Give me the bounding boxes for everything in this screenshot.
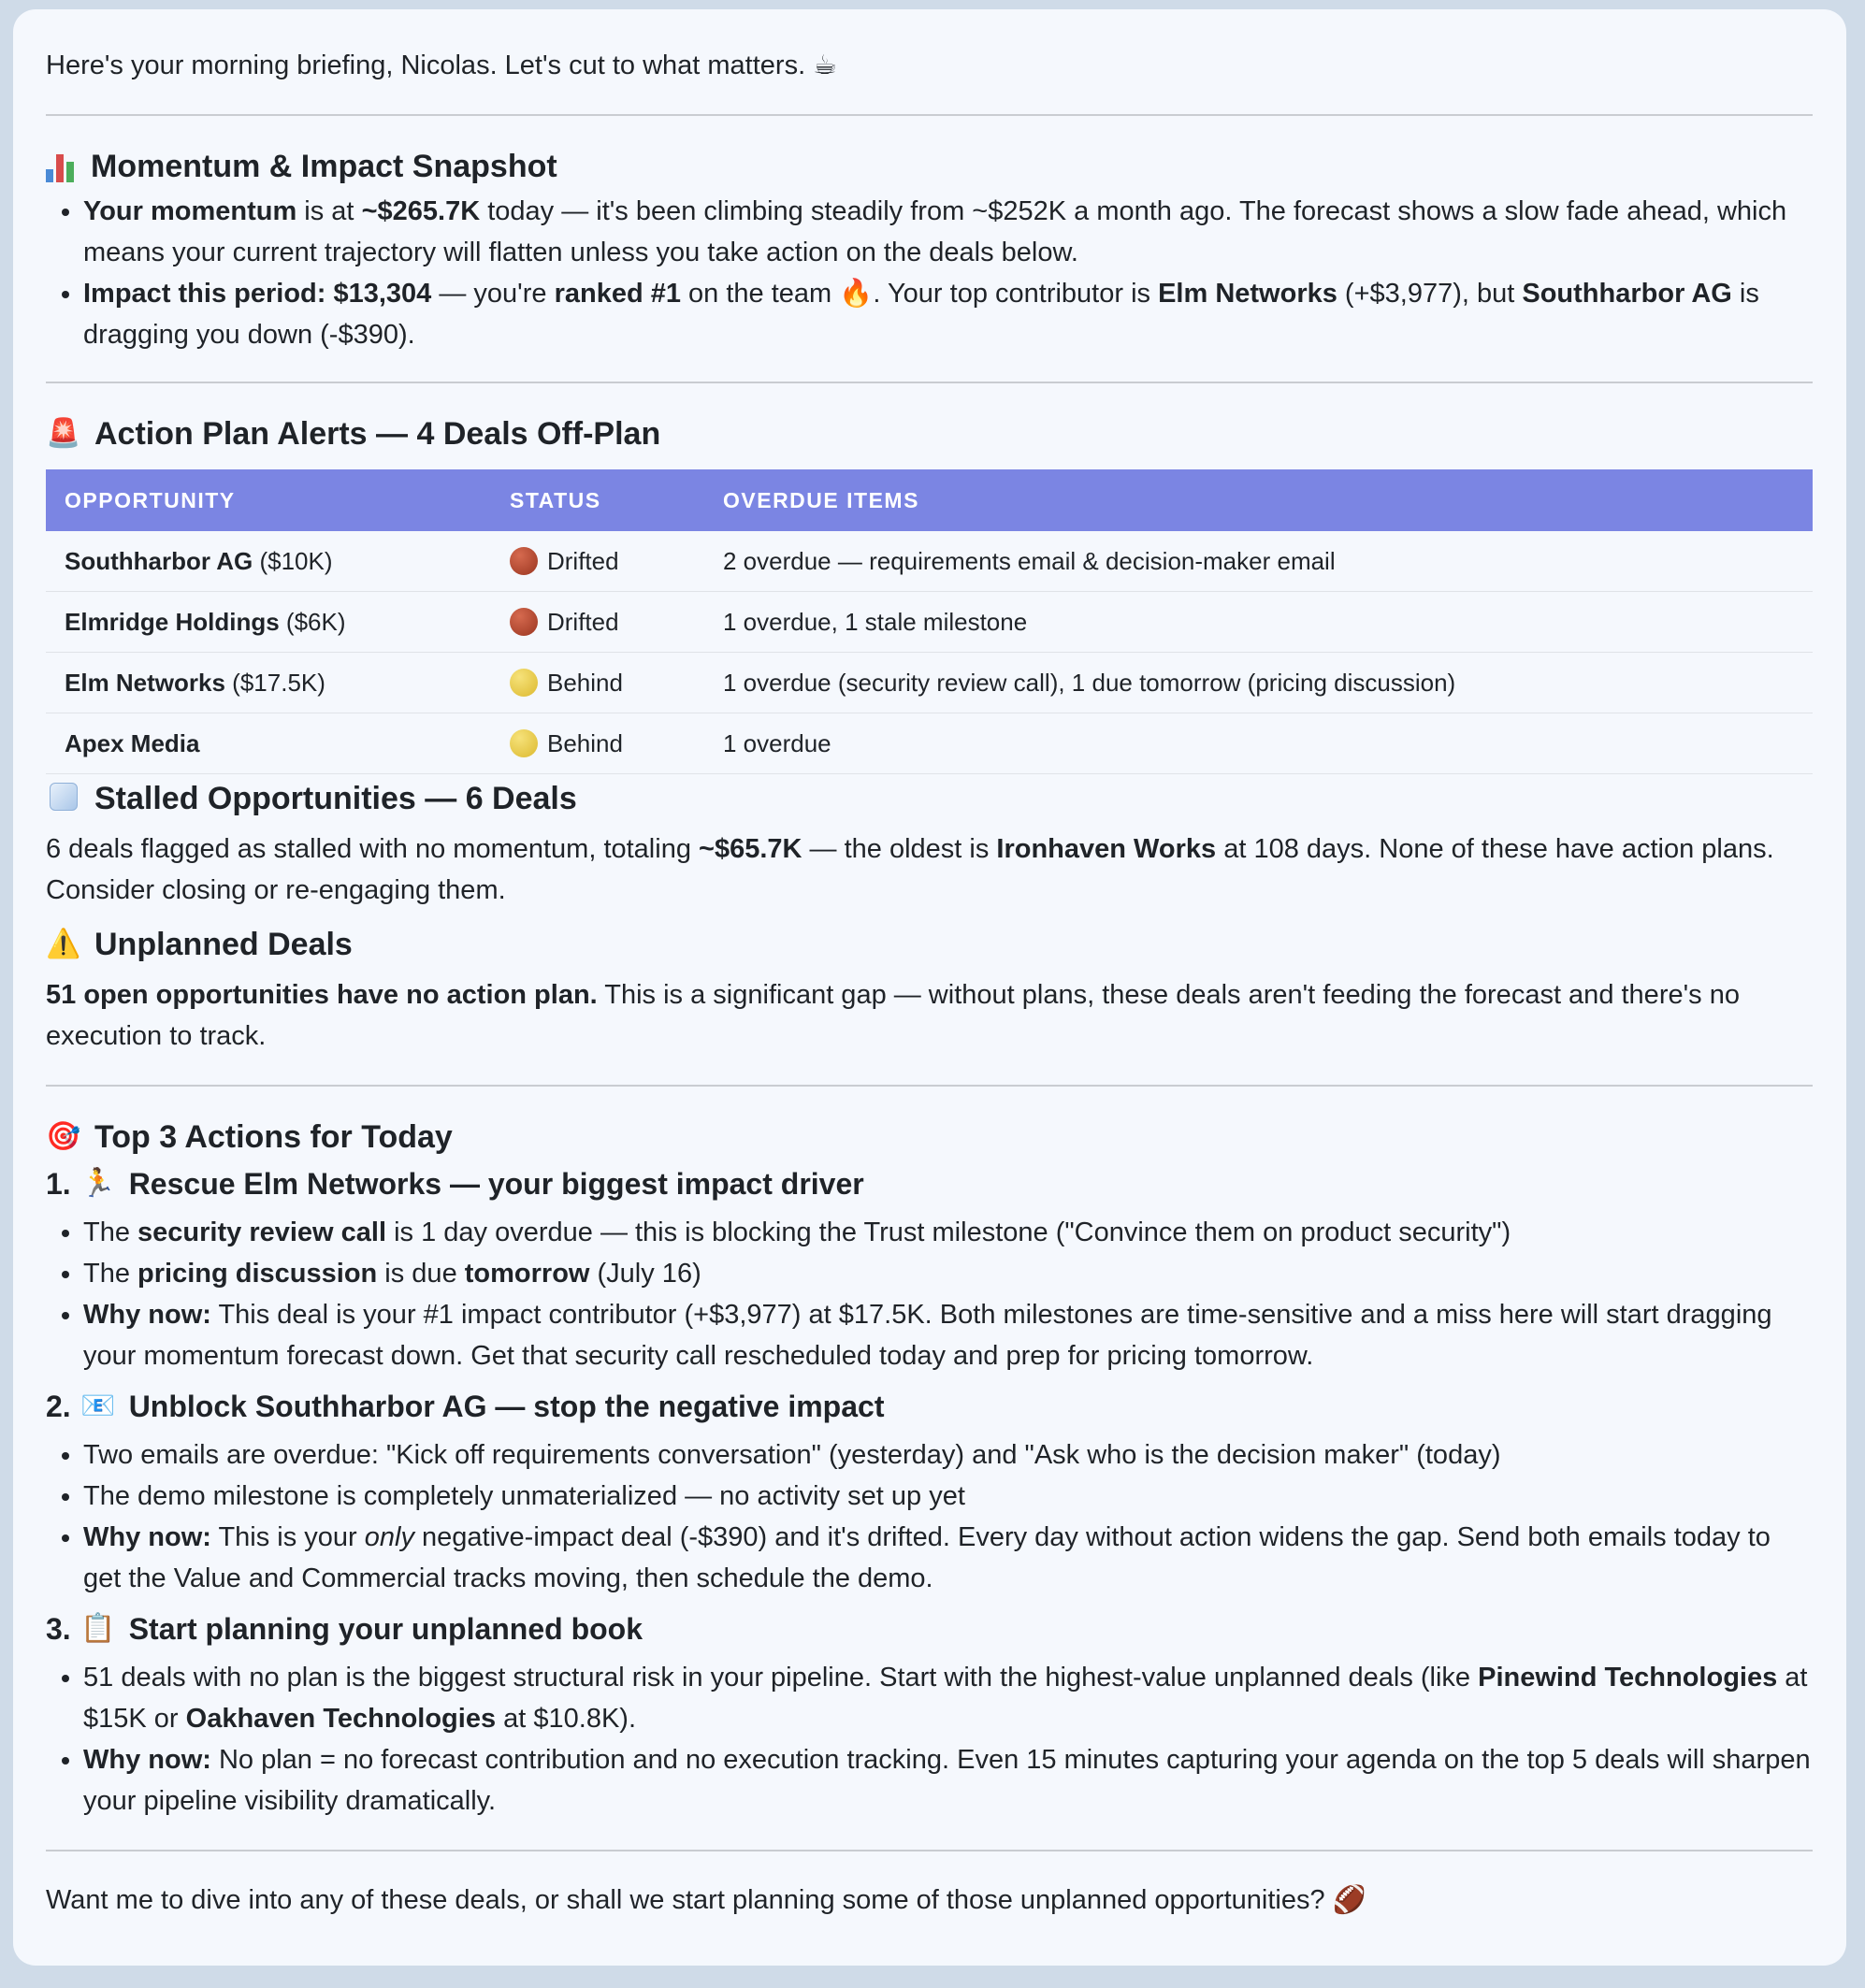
alerts-table bbox=[46, 469, 1813, 774]
table-row bbox=[46, 531, 1813, 592]
overdue-cell: 2 overdue — requirements email & decision-maker email bbox=[704, 531, 1813, 592]
clipboard-icon: 📋 bbox=[80, 1613, 116, 1644]
action-2-heading: 2. 📧 Unblock Southharbor AG — stop the negative impact bbox=[46, 1390, 885, 1423]
status-cell: Behind bbox=[491, 713, 704, 774]
target-icon: 🎯 bbox=[46, 1121, 81, 1152]
column-header: OVERDUE ITEMS bbox=[723, 487, 919, 512]
stalled-text: 6 deals flagged as stalled with no momentum, totaling ~$65.7K — the oldest is Ironhaven Works at 108 days. None of these have action plans. Consider closing or re-engaging them. bbox=[46, 834, 1774, 905]
momentum-heading: Momentum & Impact Snapshot bbox=[46, 146, 1813, 187]
envelope-icon: 📧 bbox=[80, 1390, 116, 1421]
opportunity-cell: Elm Networks ($17.5K) bbox=[46, 653, 491, 713]
table-row bbox=[46, 713, 1813, 774]
opportunity-cell: Elmridge Holdings ($6K) bbox=[46, 592, 491, 653]
list-item: • The demo milestone is completely unmaterialized — no activity set up yet bbox=[83, 1476, 1813, 1517]
divider bbox=[46, 382, 1813, 383]
bar-chart-icon bbox=[46, 151, 78, 182]
divider bbox=[46, 1085, 1813, 1087]
column-header: OPPORTUNITY bbox=[65, 487, 236, 512]
action-1-list bbox=[46, 1212, 1813, 1376]
status-cell: Drifted bbox=[491, 592, 704, 653]
action-3-heading: 3. 📋 Start planning your unplanned book bbox=[46, 1612, 643, 1646]
unplanned-heading: ⚠️ Unplanned Deals bbox=[46, 927, 353, 962]
overdue-cell: 1 overdue bbox=[704, 713, 1813, 774]
top3-heading: 🎯 Top 3 Actions for Today bbox=[46, 1119, 453, 1155]
status-cell: Behind bbox=[491, 653, 704, 713]
closing-text: Want me to dive into any of these deals, or shall we start planning some of those unplanned opportunities? 🏈 bbox=[46, 1885, 1366, 1915]
action-3-list bbox=[46, 1657, 1813, 1822]
runner-icon: 🏃 bbox=[80, 1168, 116, 1199]
list-item: • The pricing discussion is due tomorrow (July 16) bbox=[83, 1253, 1813, 1294]
siren-icon: 🚨 bbox=[46, 418, 81, 449]
list-item: • Why now: No plan = no forecast contribution and no execution tracking. Even 15 minutes capturing your agenda on the top 5 deals will sharpen your pipeline visibility dramatically. bbox=[83, 1739, 1813, 1822]
momentum-list bbox=[46, 191, 1813, 355]
status-cell: Drifted bbox=[491, 531, 704, 592]
table-header-row bbox=[46, 469, 1813, 531]
status-dot-icon bbox=[510, 547, 538, 575]
divider bbox=[46, 114, 1813, 116]
alerts-heading: 🚨 Action Plan Alerts — 4 Deals Off-Plan bbox=[46, 416, 661, 452]
list-item: • Impact this period: $13,304 — you're ranked #1 on the team 🔥. Your top contributor is Elm Networks (+$3,977), but Southharbor AG is dragging you down (-$390). bbox=[83, 273, 1813, 355]
list-item: • 51 deals with no plan is the biggest structural risk in your pipeline. Start with the highest-value unplanned deals (like Pinewind Technologies at $15K or Oakhaven Technologies at $10.8K). bbox=[83, 1657, 1813, 1739]
list-item: • Your momentum is at ~$265.7K today — it's been climbing steadily from ~$252K a month ago. The forecast shows a slow fade ahead, which means your current trajectory will flatten unless you take action on the deals below. bbox=[83, 191, 1813, 273]
list-item: • Two emails are overdue: "Kick off requirements conversation" (yesterday) and "Ask who is the decision maker" (today) bbox=[83, 1434, 1813, 1476]
intro-text: Here's your morning briefing, Nicolas. Let's cut to what matters. ☕ bbox=[46, 50, 838, 80]
briefing-card bbox=[13, 9, 1846, 1966]
divider bbox=[46, 1850, 1813, 1851]
football-icon: 🏈 bbox=[1332, 1885, 1366, 1915]
opportunity-cell: Apex Media bbox=[46, 713, 491, 774]
table-row bbox=[46, 592, 1813, 653]
stalled-heading: Stalled Opportunities — 6 Deals bbox=[46, 778, 1813, 819]
fire-icon: 🔥 bbox=[839, 279, 874, 309]
list-item: • The security review call is 1 day overdue — this is blocking the Trust milestone ("Convince them on product security") bbox=[83, 1212, 1813, 1253]
action-2-list bbox=[46, 1434, 1813, 1599]
warning-icon: ⚠️ bbox=[46, 929, 81, 959]
status-dot-icon bbox=[510, 729, 538, 757]
ice-cube-icon bbox=[46, 781, 81, 816]
column-header: STATUS bbox=[510, 487, 601, 512]
opportunity-cell: Southharbor AG ($10K) bbox=[46, 531, 491, 592]
overdue-cell: 1 overdue, 1 stale milestone bbox=[704, 592, 1813, 653]
coffee-icon: ☕ bbox=[813, 50, 838, 80]
action-1-heading: 1. 🏃 Rescue Elm Networks — your biggest impact driver bbox=[46, 1167, 864, 1201]
status-dot-icon bbox=[510, 608, 538, 636]
overdue-cell: 1 overdue (security review call), 1 due tomorrow (pricing discussion) bbox=[704, 653, 1813, 713]
status-dot-icon bbox=[510, 669, 538, 697]
list-item: • Why now: This is your only negative-impact deal (-$390) and it's drifted. Every day without action widens the gap. Send both emails today to get the Value and Commercial tracks moving, then schedule the demo. bbox=[83, 1517, 1813, 1599]
table-row bbox=[46, 653, 1813, 713]
unplanned-text: 51 open opportunities have no action plan. This is a significant gap — without plans, these deals aren't feeding the forecast and there's no execution to track. bbox=[46, 980, 1740, 1051]
list-item: • Why now: This deal is your #1 impact contributor (+$3,977) at $17.5K. Both milestones are time-sensitive and a miss here will start dragging your momentum forecast down. Get that security call rescheduled today and prep for pricing tomorrow. bbox=[83, 1294, 1813, 1376]
